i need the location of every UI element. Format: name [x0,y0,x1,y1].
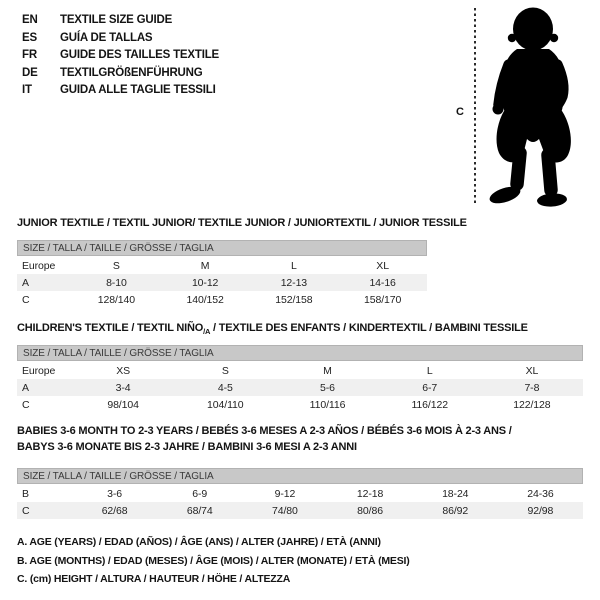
table-cell: 3-6 [107,487,123,500]
language-list [22,12,219,100]
table-cell: 122/128 [513,398,551,411]
table-cell: S [221,364,229,377]
table-row [17,379,583,396]
table-cell: 12-13 [280,276,308,289]
language-row [22,82,219,100]
table-row [17,396,583,413]
language-row [22,47,219,65]
table-cell: 80/86 [357,504,383,517]
table-cell: 5-6 [320,381,335,394]
babies-size-header-bar [17,468,583,484]
table-cell: M [323,364,332,377]
children-title-post: / TEXTILE DES ENFANTS / KINDERTEXTIL / BAMBINI TESSILE [210,322,528,334]
table-cell: XS [116,364,130,377]
height-dashed-line [474,8,476,206]
babies-title-line2: BABYS 3-6 MONATE BIS 2-3 JAHRE / BAMBINI 3-6 MESI A 2-3 ANNI [17,441,357,453]
language-row [22,30,219,48]
table-cell: 98/104 [107,398,139,411]
children-table-title [17,320,528,340]
babies-table-title [17,423,512,455]
language-code: FR [22,49,37,61]
table-cell: 9-12 [274,487,296,500]
table-cell: 10-12 [191,276,219,289]
junior-size-header-bar [17,240,427,256]
table-cell: 104/110 [207,398,244,411]
language-title: GUIDA ALLE TAGLIE TESSILI [60,84,216,96]
table-cell: 6-9 [192,487,208,500]
language-title: TEXTILE SIZE GUIDE [60,14,173,26]
row-label: A [22,381,29,394]
language-row [22,12,219,30]
table-cell: 92/98 [527,504,554,517]
row-label: C [22,398,30,411]
table-cell: 7-8 [524,381,540,394]
table-row [17,485,583,502]
row-label: B [22,487,29,500]
table-row [17,502,583,519]
children-title-sub: /A [203,327,211,337]
footnotes [17,533,410,589]
junior-table-title: JUNIOR TEXTILE / TEXTIL JUNIOR/ TEXTILE JUNIOR / JUNIORTEXTIL / JUNIOR TESSILE [17,217,467,229]
table-cell: 74/80 [272,504,298,517]
table-cell: S [112,259,120,272]
table-row [17,291,427,308]
table-cell: 128/140 [97,293,135,306]
size-header-text: SIZE / TALLA / TAILLE / GRÖSSE / TAGLIA [23,242,214,254]
row-label: C [22,504,30,517]
size-header-text: SIZE / TALLA / TAILLE / GRÖSSE / TAGLIA [23,347,214,359]
table-cell: 14-16 [369,276,396,289]
table-cell: XL [376,259,389,272]
table-row [17,274,427,291]
table-cell: 18-24 [442,487,469,500]
row-label: C [22,293,30,306]
height-label: C [456,106,464,118]
language-row [22,65,219,83]
language-code: EN [22,14,38,26]
footnote-b: B. AGE (MONTHS) / EDAD (MESES) / ÂGE (MOIS) / ALTER (MONATE) / ETÀ (MESI) [17,554,410,567]
table-cell: 3-4 [115,381,131,394]
language-title: GUIDE DES TAILLES TEXTILE [60,49,219,61]
children-size-header-bar [17,345,583,361]
table-cell: XL [525,364,539,377]
row-label: A [22,276,29,289]
table-cell: 12-18 [356,487,384,500]
children-title-pre: CHILDREN'S TEXTILE / TEXTIL NIÑO [17,322,204,334]
table-cell: 68/74 [186,504,213,517]
table-cell: 158/170 [363,293,402,306]
junior-table [17,257,427,308]
language-title: TEXTILGRÖßENFÜHRUNG [60,66,203,79]
table-cell: 8-10 [106,276,127,289]
table-cell: L [426,364,433,377]
size-header-text: SIZE / TALLA / TAILLE / GRÖSSE / TAGLIA [23,470,214,482]
table-cell: 152/158 [275,293,313,306]
table-cell: 86/92 [442,504,469,517]
table-cell: M [200,259,210,272]
babies-table [17,485,583,519]
table-cell: 62/68 [101,504,128,517]
row-label: Europe [22,259,56,272]
footnote-c: C. (cm) HEIGHT / ALTURA / HAUTEUR / HÖHE / ALTEZZA [17,573,291,585]
language-code: DE [22,66,38,79]
language-title: GUÍA DE TALLAS [60,31,153,44]
table-cell: 140/152 [186,293,224,306]
footnote-a: A. AGE (YEARS) / EDAD (AÑOS) / ÂGE (ANS) / ALTER (JAHRE) / ETÀ (ANNI) [17,536,381,548]
table-cell: 6-7 [422,381,438,394]
table-cell: 4-5 [217,381,233,394]
table-cell: L [291,259,297,272]
children-table [17,362,583,413]
table-row [17,257,427,274]
row-label: Europe [22,364,56,377]
table-cell: 24-36 [527,487,554,500]
baby-silhouette-icon [486,6,580,208]
table-cell: 110/116 [309,398,346,411]
babies-title-line1: BABIES 3-6 MONTH TO 2-3 YEARS / BEBÉS 3-6 MESES A 2-3 AÑOS / BÉBÉS 3-6 MOIS À 2-3 ANS / [17,425,512,437]
table-cell: 116/122 [411,398,448,411]
table-row [17,362,583,379]
language-code: ES [22,31,37,44]
language-code: IT [22,84,32,96]
